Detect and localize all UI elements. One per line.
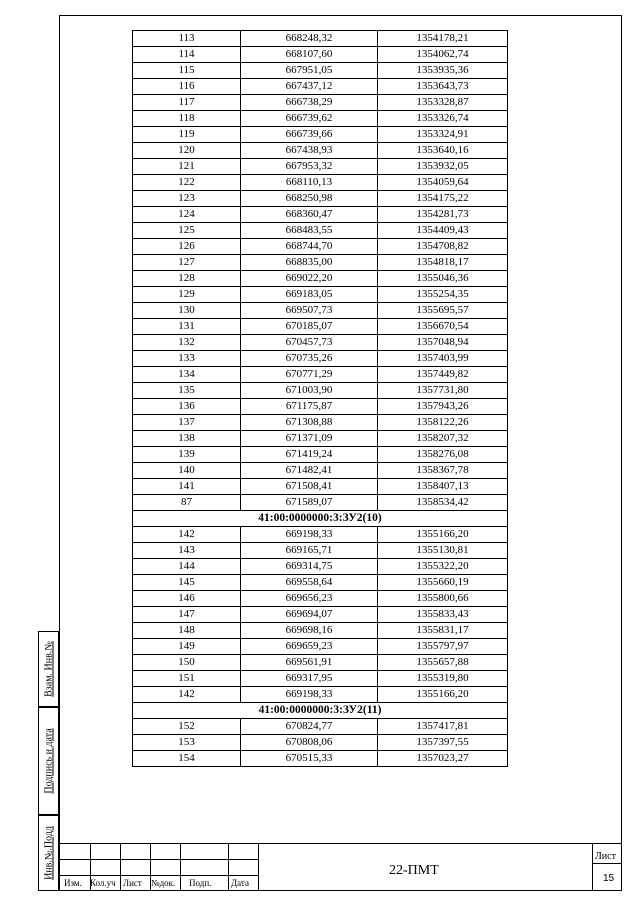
y-coordinate-cell: 1358207,32: [378, 431, 508, 447]
table-row: [133, 655, 508, 671]
point-number-cell: 142: [133, 527, 241, 543]
table-row: [133, 239, 508, 255]
table-row: [133, 479, 508, 495]
x-coordinate-cell: 670808,06: [241, 735, 378, 751]
y-coordinate-cell: 1357449,82: [378, 367, 508, 383]
y-coordinate-cell: 1354062,74: [378, 47, 508, 63]
point-number-cell: 114: [133, 47, 241, 63]
point-number-cell: 124: [133, 207, 241, 223]
y-coordinate-cell: 1358407,13: [378, 479, 508, 495]
x-coordinate-cell: 668107,60: [241, 47, 378, 63]
point-number-cell: 133: [133, 351, 241, 367]
point-number-cell: 145: [133, 575, 241, 591]
point-number-cell: 144: [133, 559, 241, 575]
x-coordinate-cell: 671175,87: [241, 399, 378, 415]
y-coordinate-cell: 1354409,43: [378, 223, 508, 239]
x-coordinate-cell: 671308,88: [241, 415, 378, 431]
point-number-cell: 120: [133, 143, 241, 159]
x-coordinate-cell: 669314,75: [241, 559, 378, 575]
table-row: [133, 335, 508, 351]
x-coordinate-cell: 667951,05: [241, 63, 378, 79]
point-number-cell: 147: [133, 607, 241, 623]
point-number-cell: 143: [133, 543, 241, 559]
y-coordinate-cell: 1358122,26: [378, 415, 508, 431]
table-row: [133, 111, 508, 127]
y-coordinate-cell: 1354175,22: [378, 191, 508, 207]
table-row: [133, 79, 508, 95]
x-coordinate-cell: 671508,41: [241, 479, 378, 495]
y-coordinate-cell: 1354708,82: [378, 239, 508, 255]
x-coordinate-cell: 671371,09: [241, 431, 378, 447]
table-row: [133, 559, 508, 575]
y-coordinate-cell: 1354818,17: [378, 255, 508, 271]
y-coordinate-cell: 1353640,16: [378, 143, 508, 159]
x-coordinate-cell: 668360,47: [241, 207, 378, 223]
table-row: [133, 351, 508, 367]
point-number-cell: 129: [133, 287, 241, 303]
table-row: [133, 415, 508, 431]
table-row: [133, 639, 508, 655]
point-number-cell: 118: [133, 111, 241, 127]
y-coordinate-cell: 1353326,74: [378, 111, 508, 127]
x-coordinate-cell: 669183,05: [241, 287, 378, 303]
table-row: [133, 383, 508, 399]
point-number-cell: 132: [133, 335, 241, 351]
x-coordinate-cell: 669698,16: [241, 623, 378, 639]
point-number-cell: 123: [133, 191, 241, 207]
table-row: [133, 591, 508, 607]
point-number-cell: 137: [133, 415, 241, 431]
caption-izm: Изм.: [64, 878, 82, 888]
table-row: [133, 287, 508, 303]
y-coordinate-cell: 1353935,36: [378, 63, 508, 79]
x-coordinate-cell: 671419,24: [241, 447, 378, 463]
x-coordinate-cell: 669165,71: [241, 543, 378, 559]
point-number-cell: 126: [133, 239, 241, 255]
x-coordinate-cell: 667437,12: [241, 79, 378, 95]
y-coordinate-cell: 1355800,66: [378, 591, 508, 607]
table-row: [133, 399, 508, 415]
x-coordinate-cell: 669198,33: [241, 527, 378, 543]
x-coordinate-cell: 670515,33: [241, 751, 378, 767]
table-row: [133, 447, 508, 463]
y-coordinate-cell: 1353643,73: [378, 79, 508, 95]
y-coordinate-cell: 1358276,08: [378, 447, 508, 463]
point-number-cell: 139: [133, 447, 241, 463]
caption-list: Лист: [123, 878, 142, 888]
x-coordinate-cell: 666739,66: [241, 127, 378, 143]
y-coordinate-cell: 1355254,35: [378, 287, 508, 303]
point-number-cell: 116: [133, 79, 241, 95]
y-coordinate-cell: 1356670,54: [378, 319, 508, 335]
y-coordinate-cell: 1358534,42: [378, 495, 508, 511]
table-row: [133, 159, 508, 175]
side-label-vzam: Взам. Инв.№: [43, 641, 54, 697]
point-number-cell: 125: [133, 223, 241, 239]
point-number-cell: 149: [133, 639, 241, 655]
table-row: [133, 623, 508, 639]
table-row: [133, 303, 508, 319]
point-number-cell: 138: [133, 431, 241, 447]
point-number-cell: 146: [133, 591, 241, 607]
table-row: [133, 671, 508, 687]
y-coordinate-cell: 1355831,17: [378, 623, 508, 639]
point-number-cell: 117: [133, 95, 241, 111]
side-field-podpis: [38, 707, 59, 815]
point-number-cell: 127: [133, 255, 241, 271]
y-coordinate-cell: 1358367,78: [378, 463, 508, 479]
section-header-row: [133, 511, 508, 527]
table-row: [133, 63, 508, 79]
point-number-cell: 113: [133, 31, 241, 47]
y-coordinate-cell: 1357417,81: [378, 719, 508, 735]
document-number: 22-ПМТ: [389, 863, 439, 878]
table-row: [133, 719, 508, 735]
point-number-cell: 135: [133, 383, 241, 399]
table-row: [133, 575, 508, 591]
table-row: [133, 127, 508, 143]
x-coordinate-cell: 670824,77: [241, 719, 378, 735]
table-row: [133, 687, 508, 703]
x-coordinate-cell: 668835,00: [241, 255, 378, 271]
y-coordinate-cell: 1355046,36: [378, 271, 508, 287]
table-row: [133, 255, 508, 271]
y-coordinate-cell: 1353328,87: [378, 95, 508, 111]
x-coordinate-cell: 669317,95: [241, 671, 378, 687]
x-coordinate-cell: 670457,73: [241, 335, 378, 351]
x-coordinate-cell: 670735,26: [241, 351, 378, 367]
table-row: [133, 175, 508, 191]
x-coordinate-cell: 667953,32: [241, 159, 378, 175]
point-number-cell: 142: [133, 687, 241, 703]
y-coordinate-cell: 1357731,80: [378, 383, 508, 399]
table-row: [133, 31, 508, 47]
side-field-inv: [38, 815, 59, 891]
table-row: [133, 47, 508, 63]
x-coordinate-cell: 666739,62: [241, 111, 378, 127]
caption-podp: Подп.: [189, 878, 212, 888]
x-coordinate-cell: 669558,64: [241, 575, 378, 591]
y-coordinate-cell: 1354281,73: [378, 207, 508, 223]
point-number-cell: 150: [133, 655, 241, 671]
x-coordinate-cell: 668248,32: [241, 31, 378, 47]
y-coordinate-cell: 1357048,94: [378, 335, 508, 351]
point-number-cell: 134: [133, 367, 241, 383]
x-coordinate-cell: 669198,33: [241, 687, 378, 703]
table-row: [133, 607, 508, 623]
section-header-row: [133, 703, 508, 719]
x-coordinate-cell: 668744,70: [241, 239, 378, 255]
table-row: [133, 143, 508, 159]
x-coordinate-cell: 668110,13: [241, 175, 378, 191]
x-coordinate-cell: 669659,23: [241, 639, 378, 655]
x-coordinate-cell: 666738,29: [241, 95, 378, 111]
y-coordinate-cell: 1355319,80: [378, 671, 508, 687]
x-coordinate-cell: 668483,55: [241, 223, 378, 239]
point-number-cell: 151: [133, 671, 241, 687]
table-row: [133, 367, 508, 383]
caption-ndok: №док.: [151, 878, 176, 888]
y-coordinate-cell: 1357397,55: [378, 735, 508, 751]
y-coordinate-cell: 1355833,43: [378, 607, 508, 623]
table-row: [133, 735, 508, 751]
y-coordinate-cell: 1355166,20: [378, 687, 508, 703]
x-coordinate-cell: 671482,41: [241, 463, 378, 479]
x-coordinate-cell: 670185,07: [241, 319, 378, 335]
x-coordinate-cell: 669656,23: [241, 591, 378, 607]
table-row: [133, 527, 508, 543]
x-coordinate-cell: 669694,07: [241, 607, 378, 623]
table-row: [133, 319, 508, 335]
y-coordinate-cell: 1355660,19: [378, 575, 508, 591]
y-coordinate-cell: 1357023,27: [378, 751, 508, 767]
table-row: [133, 751, 508, 767]
point-number-cell: 141: [133, 479, 241, 495]
x-coordinate-cell: 671003,90: [241, 383, 378, 399]
point-number-cell: 128: [133, 271, 241, 287]
table-row: [133, 207, 508, 223]
point-number-cell: 153: [133, 735, 241, 751]
y-coordinate-cell: 1355322,20: [378, 559, 508, 575]
point-number-cell: 136: [133, 399, 241, 415]
table-row: [133, 95, 508, 111]
x-coordinate-cell: 669561,91: [241, 655, 378, 671]
y-coordinate-cell: 1355130,81: [378, 543, 508, 559]
x-coordinate-cell: 671589,07: [241, 495, 378, 511]
point-number-cell: 119: [133, 127, 241, 143]
point-number-cell: 121: [133, 159, 241, 175]
y-coordinate-cell: 1354059,64: [378, 175, 508, 191]
table-row: [133, 271, 508, 287]
x-coordinate-cell: 670771,29: [241, 367, 378, 383]
caption-data: Дата: [231, 878, 249, 888]
x-coordinate-cell: 667438,93: [241, 143, 378, 159]
point-number-cell: 154: [133, 751, 241, 767]
side-label-inv: Инв.№.Подл: [43, 826, 54, 880]
y-coordinate-cell: 1355657,88: [378, 655, 508, 671]
point-number-cell: 115: [133, 63, 241, 79]
table-row: [133, 223, 508, 239]
sheet-label: Лист: [595, 851, 616, 862]
table-row: [133, 495, 508, 511]
point-number-cell: 122: [133, 175, 241, 191]
title-block: [59, 843, 622, 891]
x-coordinate-cell: 669022,20: [241, 271, 378, 287]
table-row: [133, 463, 508, 479]
cadastral-section-title: 41:00:0000000:3:ЗУ2(11): [133, 703, 508, 719]
caption-kolvo: Кол.уч: [90, 878, 116, 888]
y-coordinate-cell: 1355695,57: [378, 303, 508, 319]
sheet-number: 15: [603, 873, 615, 884]
side-field-vzam: [38, 631, 59, 707]
point-number-cell: 148: [133, 623, 241, 639]
table-row: [133, 431, 508, 447]
y-coordinate-cell: 1355797,97: [378, 639, 508, 655]
table-row: [133, 543, 508, 559]
y-coordinate-cell: 1357943,26: [378, 399, 508, 415]
y-coordinate-cell: 1357403,99: [378, 351, 508, 367]
side-label-podpis: Подпись и дата: [43, 728, 54, 794]
coordinates-table: [132, 30, 508, 767]
point-number-cell: 131: [133, 319, 241, 335]
table-row: [133, 191, 508, 207]
point-number-cell: 130: [133, 303, 241, 319]
y-coordinate-cell: 1355166,20: [378, 527, 508, 543]
point-number-cell: 87: [133, 495, 241, 511]
y-coordinate-cell: 1354178,21: [378, 31, 508, 47]
x-coordinate-cell: 669507,73: [241, 303, 378, 319]
point-number-cell: 152: [133, 719, 241, 735]
y-coordinate-cell: 1353324,91: [378, 127, 508, 143]
y-coordinate-cell: 1353932,05: [378, 159, 508, 175]
cadastral-section-title: 41:00:0000000:3:ЗУ2(10): [133, 511, 508, 527]
point-number-cell: 140: [133, 463, 241, 479]
x-coordinate-cell: 668250,98: [241, 191, 378, 207]
